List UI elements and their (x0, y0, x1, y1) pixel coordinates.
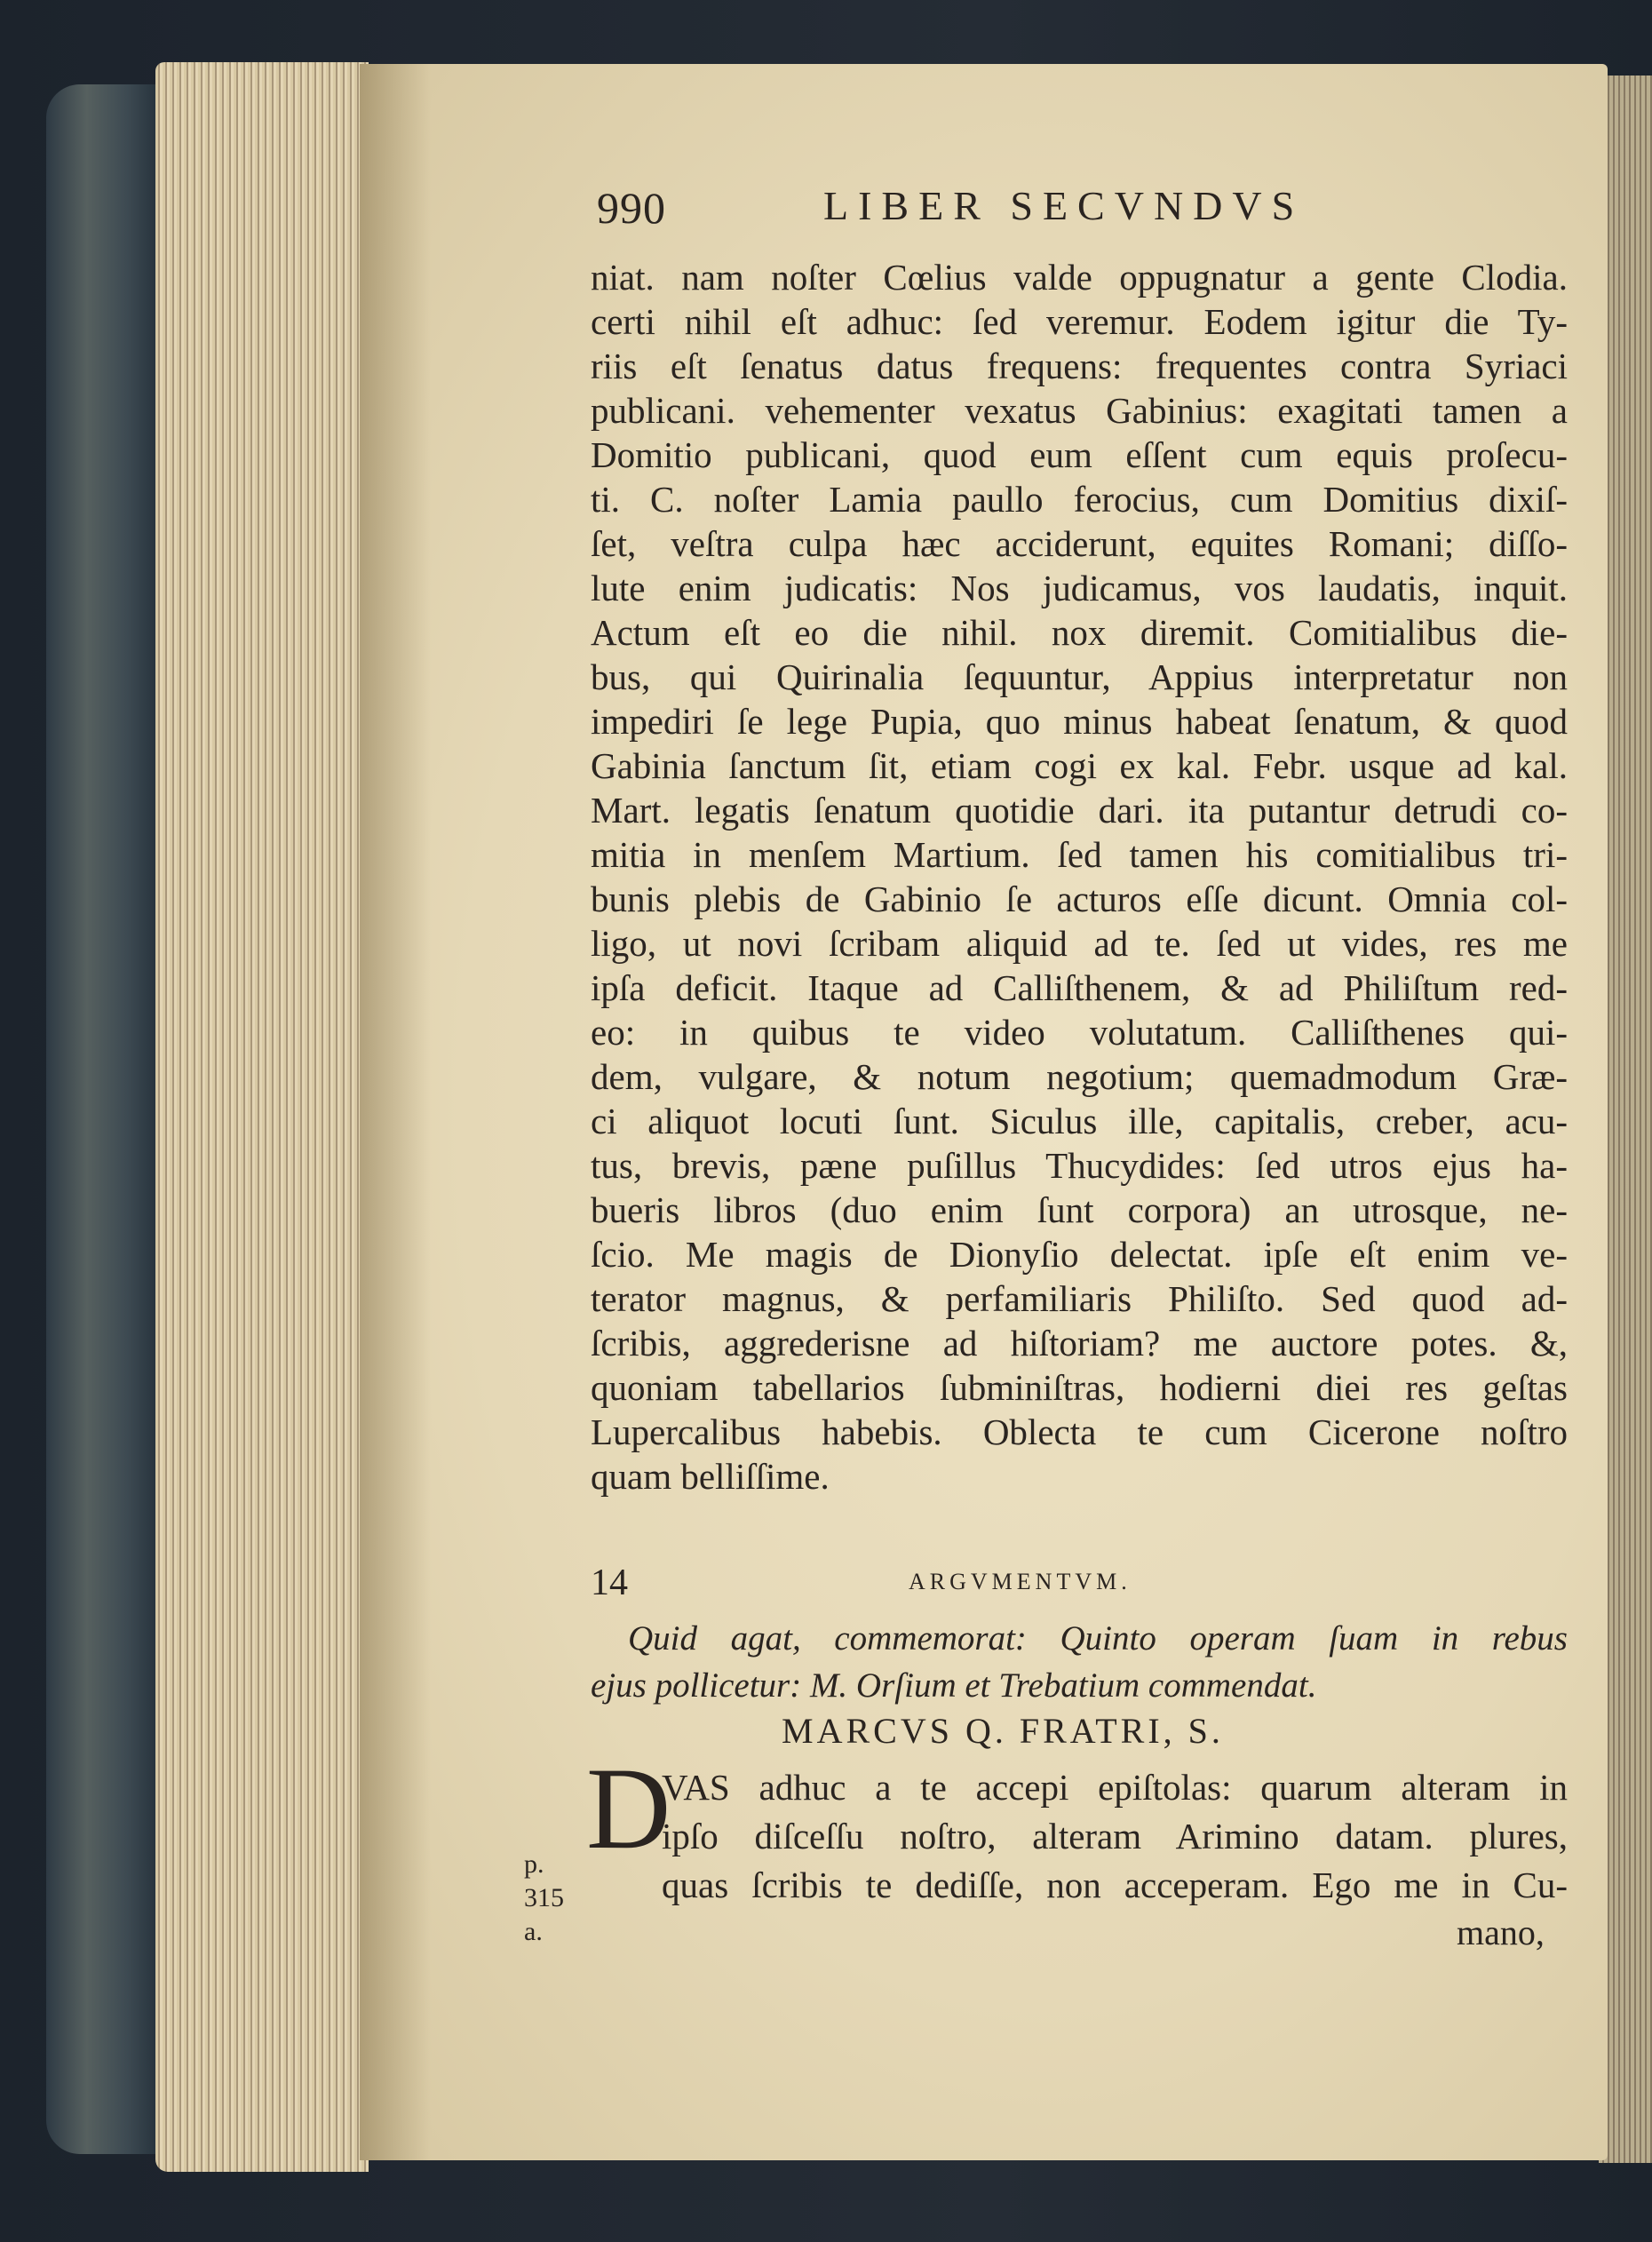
body-line: impediri ſe lege Pupia, quo minus habeat ſenatum, & quod (591, 701, 1568, 742)
argument-heading: ARGVMENTVM. (909, 1569, 1132, 1594)
page-edges-left (155, 62, 369, 2172)
body-line: quoniam tabellarios ſubminiſtras, hodierni diei res geſtas (591, 1367, 1568, 1408)
body-line: Mart. legatis ſenatum quotidie dari. ita putantur detrudi co- (591, 790, 1568, 831)
letter-text (662, 1763, 1568, 1910)
body-line: publicani. vehementer vexatus Gabinius: exagitati tamen a (591, 390, 1568, 431)
body-line: Lupercalibus habebis. Oblecta te cum Cicerone noſtro (591, 1411, 1568, 1452)
body-line: eo: in quibus te video volutatum. Calliſthenes qui- (591, 1012, 1568, 1053)
running-head (597, 182, 1485, 244)
body-line: ligo, ut novi ſcribam aliquid ad te. ſed ut vides, res me (591, 923, 1568, 964)
body-line: terator magnus, & perfamiliaris Philiſto. Sed quod ad- (591, 1278, 1568, 1319)
argument-heading-row (591, 1562, 1568, 1606)
body-line: bunis plebis de Gabinio ſe acturos eſſe dicunt. Omnia col- (591, 879, 1568, 919)
body-line: ti. C. noſter Lamia paullo ferocius, cum Domitius dixiſ- (591, 479, 1568, 520)
body-line: ſet, veſtra culpa hæc acciderunt, equites Romani; diſſo- (591, 523, 1568, 564)
body-line: Actum eſt eo die nihil. nox diremit. Comitialibus die- (591, 612, 1568, 653)
margin-note-line: a. (524, 1917, 543, 1946)
letter-line: VAS adhuc a te accepi epiſtolas: quarum alteram in (662, 1767, 1568, 1808)
body-line: quam belliſſime. (591, 1456, 830, 1497)
catchword: mano, (1457, 1912, 1545, 1952)
body-line: niat. nam noſter Cœlius valde oppugnatur a gente Clodia. (591, 257, 1568, 298)
body-line: ci aliquot locuti ſunt. Siculus ille, capitalis, creber, acu- (591, 1101, 1568, 1141)
margin-note-line: p. (524, 1849, 544, 1879)
argument-line: Quid agat, commemorat: Quinto operam ſuam in rebus (628, 1619, 1568, 1658)
body-line: Domitio publicani, quod eum eſſent cum equis proſecu- (591, 434, 1568, 475)
body-line: ipſa deficit. Itaque ad Calliſthenem, & ad Philiſtum red- (591, 967, 1568, 1008)
body-text (591, 255, 1568, 1499)
letter-number: 14 (591, 1562, 628, 1603)
body-line: tus, brevis, pæne puſillus Thucydides: ſed utros ejus ha- (591, 1145, 1568, 1186)
page-number: 990 (597, 183, 666, 233)
salutation: MARCVS Q. FRATRI, S. (782, 1711, 1224, 1751)
book-binding (46, 84, 162, 2154)
body-line: certi nihil eſt adhuc: ſed veremur. Eodem igitur die Ty- (591, 301, 1568, 342)
page-gutter-shadow (360, 64, 431, 2160)
argument-summary (591, 1615, 1568, 1709)
margin-note-line: 315 (524, 1883, 564, 1912)
letter-line: quas ſcribis te dediſſe, non acceperam. Ego me in Cu- (662, 1864, 1568, 1905)
margin-note (524, 1848, 564, 1949)
letter-line: ipſo diſceſſu noſtro, alteram Arimino datam. plures, (662, 1816, 1568, 1856)
body-line: Gabinia ſanctum ſit, etiam cogi ex kal. Febr. usque ad kal. (591, 745, 1568, 786)
drop-cap: D (586, 1743, 671, 1873)
body-line: lute enim judicatis: Nos judicamus, vos laudatis, inquit. (591, 568, 1568, 608)
running-title: LIBER SECVNDVS (823, 183, 1305, 228)
body-line: riis eſt ſenatus datus frequens: frequentes contra Syriaci (591, 346, 1568, 386)
body-line: bus, qui Quirinalia ſequuntur, Appius interpretatur non (591, 656, 1568, 697)
body-line: mitia in menſem Martium. ſed tamen his comitialibus tri- (591, 834, 1568, 875)
body-line: dem, vulgare, & notum negotium; quemadmodum Græ- (591, 1056, 1568, 1097)
argument-line: ejus pollicetur: M. Orſium et Trebatium commendat. (591, 1666, 1317, 1705)
body-line: bueris libros (duo enim ſunt corpora) an utrosque, ne- (591, 1189, 1568, 1230)
body-line: ſcribis, aggrederisne ad hiſtoriam? me auctore potes. &, (591, 1323, 1568, 1363)
body-line: ſcio. Me magis de Dionyſio delectat. ipſe eſt enim ve- (591, 1234, 1568, 1275)
